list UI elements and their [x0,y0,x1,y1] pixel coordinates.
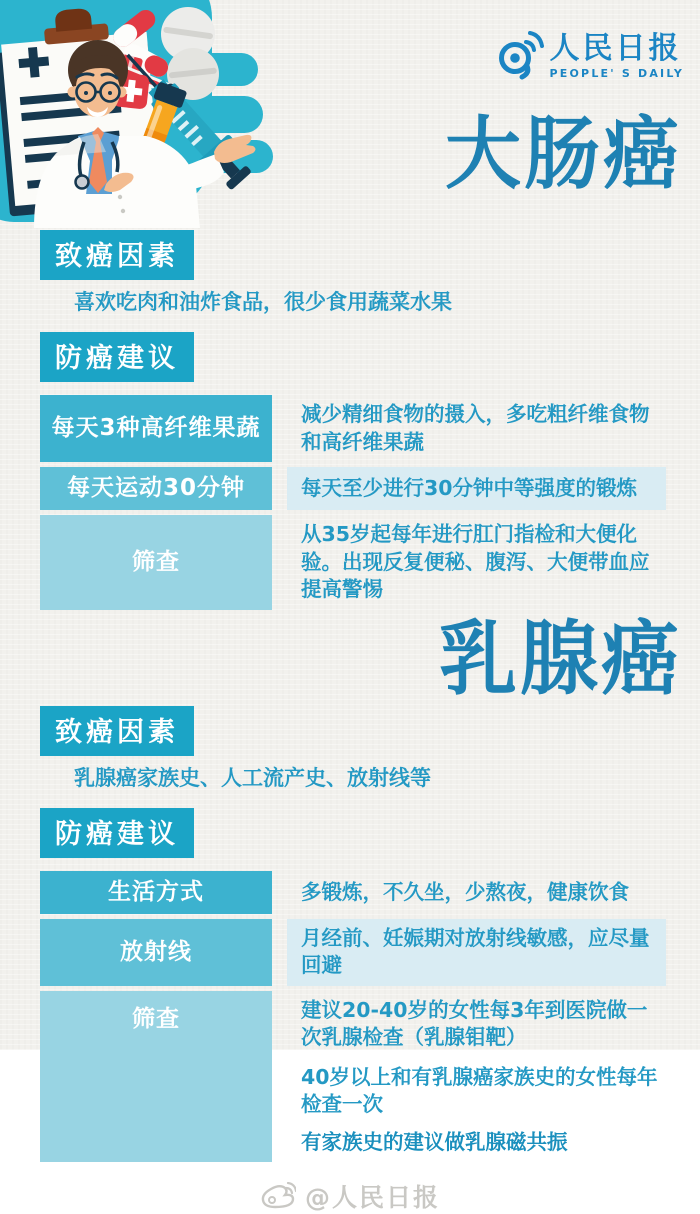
advice-table [40,395,666,609]
row-content [287,467,666,510]
watermark [0,1178,700,1214]
logo-at-icon [496,30,544,82]
advice-row [40,991,666,1162]
factor-header-tag: 致癌因素 [40,706,194,756]
content-paragraph: 40岁以上和有乳腺癌家族史的女性每年检查一次 [301,1064,658,1117]
logo-en-text: PEOPLE' S DAILY [549,66,684,80]
row-label: 每天3种高纤维果蔬 [40,395,272,462]
factor-text: 喜欢吃肉和油炸食品，很少食用蔬菜水果 [74,290,452,314]
advice-header-tag: 防癌建议 [40,808,194,858]
watermark-text: @人民日报 [304,1183,440,1213]
section-title-breast: 乳腺癌 [438,612,682,707]
row-content [287,515,666,609]
hero-header [0,0,700,230]
content-paragraph: 建议20-40岁的女性每3年到医院做一次乳腺检查（乳腺钼靶） [301,997,648,1050]
section-title-colorectal: 大肠癌 [445,107,682,200]
weibo-icon [260,1182,296,1210]
advice-row [40,871,666,914]
advice-row [40,515,666,609]
content-paragraph: 从35岁起每年进行肛门指检和大便化验。出现反复便秘、腹泻、大便带血应提高警惕 [301,522,650,602]
row-label: 放射线 [40,919,272,986]
doctor-illustration [0,0,280,228]
advice-header-tag: 防癌建议 [40,332,194,382]
advice-row [40,395,666,462]
row-label: 筛查 [40,515,272,609]
content-paragraph: 多锻炼，不久坐，少熬夜，健康饮食 [301,879,629,904]
section-breast [0,706,700,1163]
factor-header-tag: 致癌因素 [40,230,194,280]
content-paragraph: 减少精细食物的摄入，多吃粗纤维食物和高纤维果蔬 [301,402,650,454]
content-paragraph-bold: 有家族史的建议做乳腺磁共振 [301,1129,568,1154]
factor-text: 乳腺癌家族史、人工流产史、放射线等 [74,765,431,790]
row-label: 生活方式 [40,871,272,914]
row-label: 每天运动30分钟 [40,467,272,510]
peoples-daily-logo [496,30,684,82]
row-label: 筛查 [40,991,272,1162]
advice-table [40,871,666,1162]
advice-row [40,467,666,510]
content-paragraph: 每天至少进行30分钟中等强度的锻炼 [301,476,638,500]
row-content [287,919,666,986]
advice-row [40,919,666,986]
row-content [287,991,666,1162]
logo-cn-text: 人民日报 [549,30,682,66]
section-colorectal [0,230,700,610]
content-paragraph: 月经前、妊娠期对放射线敏感，应尽量回避 [301,925,650,978]
row-content [287,395,666,462]
row-content [287,871,666,914]
